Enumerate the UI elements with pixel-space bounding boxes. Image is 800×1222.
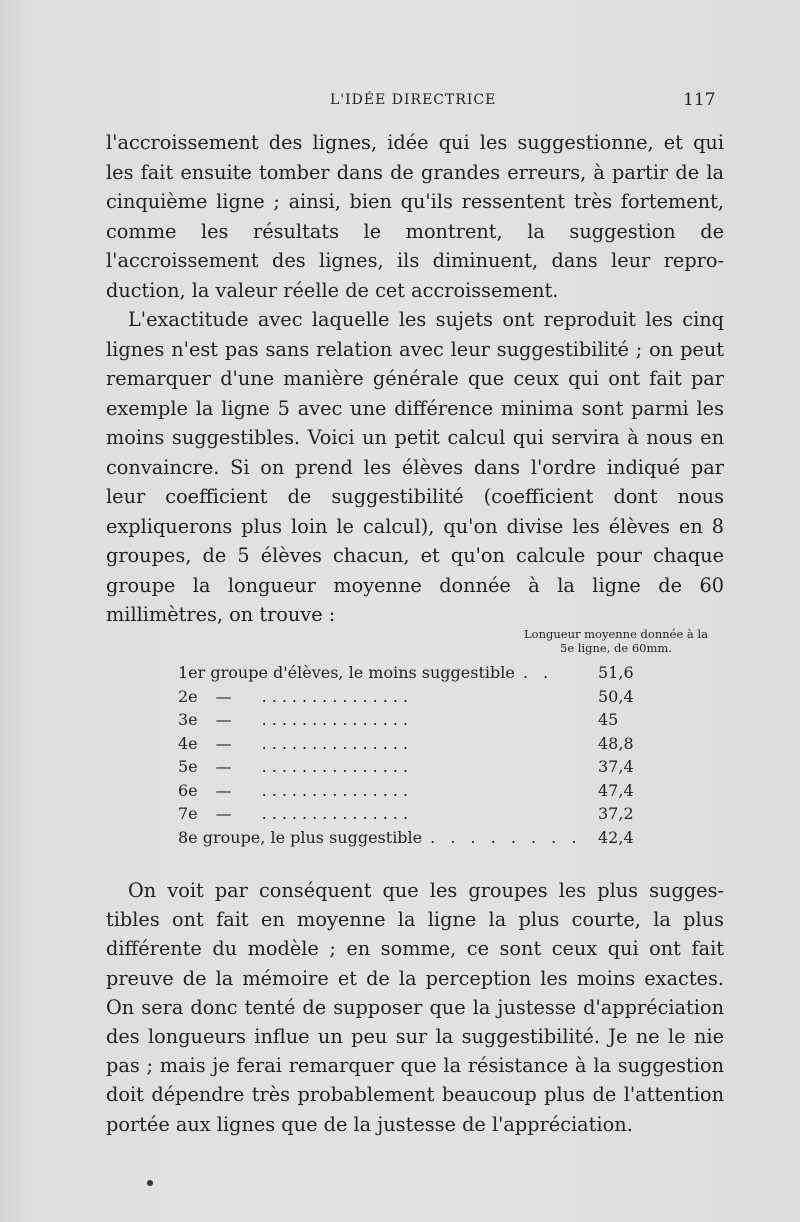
dot-leader: ............... (261, 780, 413, 800)
results-table (178, 661, 658, 849)
table-row (178, 708, 658, 732)
table-row (178, 732, 658, 756)
page-number: 117 (683, 90, 716, 110)
ink-speck (147, 1180, 153, 1186)
row-label: 6e (178, 780, 198, 800)
row-label: 3e (178, 710, 198, 729)
row-value: 50,4 (598, 686, 634, 706)
row-label: 1er groupe d'élèves, le moins suggestible (178, 663, 515, 682)
ditto-dash: — (215, 710, 232, 729)
ditto-dash: — (215, 733, 232, 753)
row-value: 47,4 (598, 780, 634, 800)
table-row (178, 685, 658, 709)
table-row (178, 802, 658, 826)
caption-line: Longueur moyenne donnée à la (524, 627, 708, 641)
row-label: 2e (178, 686, 198, 706)
dot-leader: ............... (261, 757, 413, 776)
ditto-dash: — (215, 757, 232, 776)
caption-line: 5e ligne, de 60mm. (560, 641, 672, 655)
running-title: L'IDÉE DIRECTRICE (330, 92, 497, 108)
paragraph: L'exactitude avec laquelle les sujets ont reproduit les cinq lignes n'est pas sans relation avec leur suggestibilité ; on peut remarquer d'une manière générale que ceux qui ont fait par exemple la ligne 5 avec une différence minima sont parmi les moins suggestibles. Voici un petit calcul qui servira à nous en convaincre. Si on prend les élèves dans l'ordre indiqué par leur coefficient de suggestibilité (coefficient dont nous expliquerons plus loin le calcul), qu'on divise les élèves en 8 groupes, de 5 élèves chacun, et qu'on calcule pour chaque groupe la longueur moyenne donnée à la ligne de 60 millimètres, on trouve : (106, 308, 724, 626)
row-label: 4e (178, 733, 198, 753)
body-text-top (106, 128, 724, 630)
dot-leader: ............... (261, 804, 413, 823)
dot-leader: . . . . . . . . (430, 827, 582, 847)
table-column-caption (500, 627, 732, 655)
row-value: 37,4 (598, 757, 634, 776)
ditto-dash: — (215, 780, 232, 800)
table-row (178, 755, 658, 779)
table-row (178, 826, 658, 850)
row-label: 7e (178, 804, 198, 823)
ditto-dash: — (215, 804, 232, 823)
row-value: 42,4 (598, 827, 634, 847)
row-label: 8e groupe, le plus suggestible (178, 827, 423, 847)
table-row (178, 779, 658, 803)
dot-leader: ............... (261, 686, 413, 706)
ditto-dash: — (215, 686, 232, 706)
paragraph-continued: l'accroissement des lignes, idée qui les suggestionne, et qui les fait ensuite tomber dans de grandes erreurs, à partir de la cinquième ligne ; ainsi, bien qu'ils ressentent très fortement, comme les résultats le montrent, la suggestion de l'accroissement des lignes, ils diminuent, dans leur reproduction, la valeur réelle de cet accroissement. (106, 131, 724, 302)
dot-leader: . . (522, 663, 554, 682)
row-value: 48,8 (598, 733, 634, 753)
dot-leader: ............... (261, 710, 413, 729)
row-value: 37,2 (598, 804, 634, 823)
row-value: 45 (598, 710, 619, 729)
running-head (0, 90, 800, 114)
row-value: 51,6 (598, 663, 634, 682)
body-text-bottom (106, 876, 724, 1139)
row-label: 5e (178, 757, 198, 776)
paragraph: On voit par conséquent que les groupes les plus suggestibles ont fait en moyenne la ligne la plus courte, la plus différente du modèle ; en somme, ce sont ceux qui ont fait preuve de la mémoire et de la perception les moins exactes. On sera donc tenté de supposer que la justesse d'appréciation des longueurs influe un peu sur la suggestibilité. Je ne le nie pas ; mais je ferai remarquer que la résistance à la suggestion doit dépendre très probablement beaucoup plus de l'attention portée aux lignes que de la justesse de l'appréciation. (106, 879, 724, 1136)
dot-leader: ............... (261, 733, 413, 753)
table-row (178, 661, 658, 685)
